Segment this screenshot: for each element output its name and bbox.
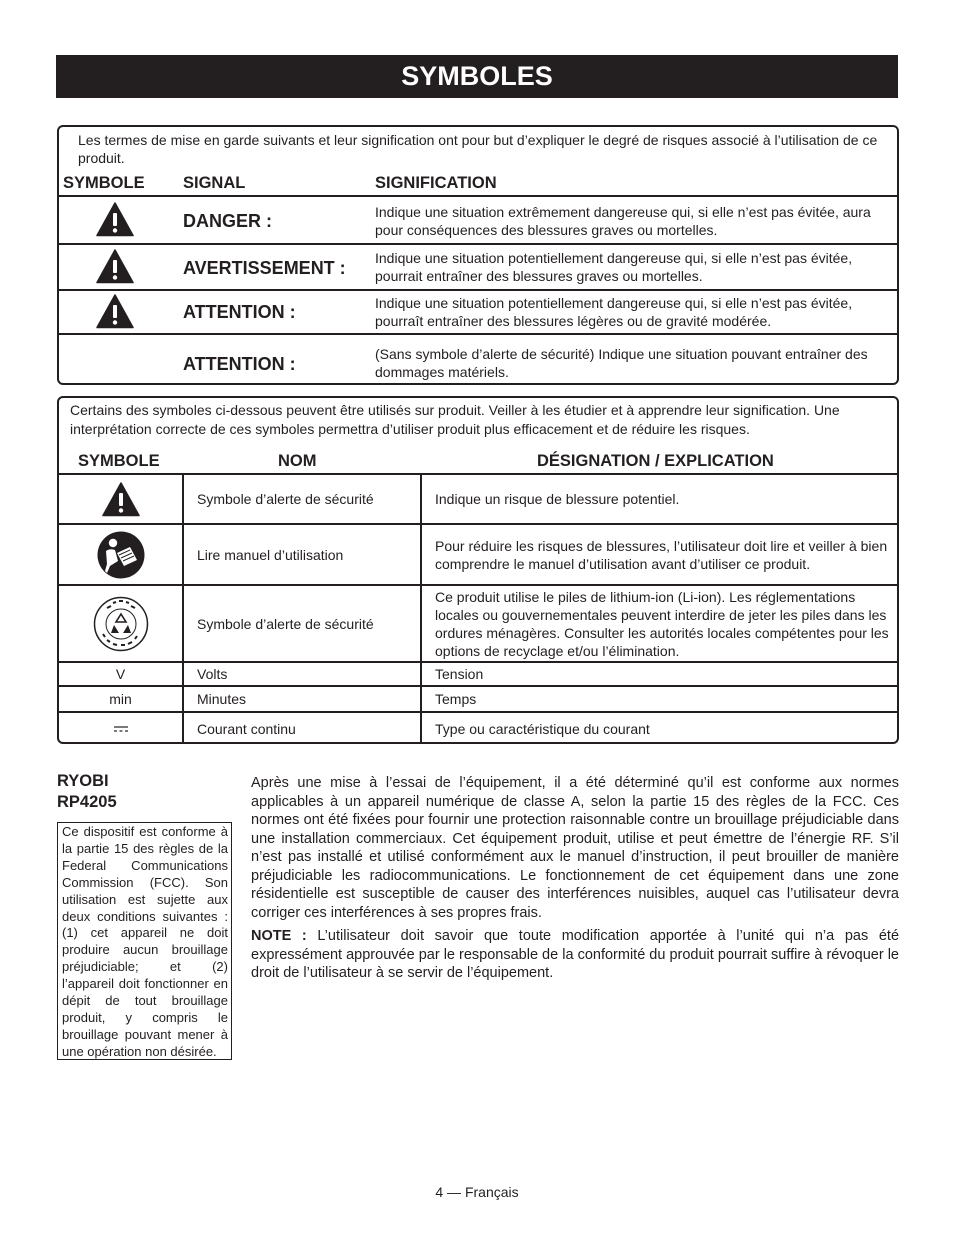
symbol-name: Symbole d’alerte de sécurité [197,491,374,507]
signal-words-table [57,125,899,385]
model-number: RP4205 [57,793,117,811]
note-text: L’utilisateur doit savoir que toute modification apportée à l’unité qui n’a pas été expressément approuvée par le responsable de la conformité du produit pourrait suffire à révoquer le droit de l’utilisateur à se servir de l’équipement. [251,928,900,981]
signal-row-attention [59,289,897,333]
signal-word: DANGER : [183,211,272,231]
signal-row-avertissement [59,243,897,289]
read-manual-icon [97,531,145,579]
signal-word: ATTENTION : [183,302,296,322]
symbol-designation: Indique un risque de blessure potentiel. [435,491,680,507]
rbrc-recycle-seal-icon [93,596,149,652]
symbol-text: min [109,691,132,707]
fcc-compliance-box [57,822,232,1060]
warning-triangle-icon [96,294,134,329]
signal-meaning: Indique une situation potentiellement dangereuse qui, si elle n’est pas évitée, pourrait entraîner des blessures graves ou mortelles. [375,250,853,284]
signal-word: ATTENTION : [183,354,296,374]
page-title: SYMBOLES [56,55,898,98]
signal-row-danger [59,195,897,243]
header-name: NOM [278,452,317,470]
symbol-text: V [115,666,126,682]
direct-current-icon [113,725,129,733]
symbol-designation: Pour réduire les risques de blessures, l’utilisateur doit lire et veiller à bien comprendre le manuel d’utilisation avant d’utiliser ce produit. [435,537,888,572]
symbol-designation: Tension [435,666,484,682]
symbol-row [59,473,897,523]
signal-meaning: Indique une situation extrêmement dangereuse qui, si elle n’est pas évitée, aura pour conséquences des blessures graves ou mortelles. [375,204,871,238]
symbol-row [59,685,897,711]
symbol-row [59,711,897,744]
fcc-statement [251,774,899,988]
signal-row-attention-no-symbol [59,333,897,385]
symbol-name: Minutes [197,691,247,707]
header-meaning: SIGNIFICATION [375,174,497,192]
fcc-box-text: Ce dispositif est conforme à la partie 15 des règles de la Federal Communications Commission (FCC). Son utilisation est sujette aux deux conditions suivantes : (1) cet appareil ne doit produire aucun brouillage préjudiciable; et (2) l’appareil doit fonctionner en dépit de tout brouillage produit, y compris le brouillage pouvant mener à une opération non désirée. [62,824,228,1059]
header-signal: SIGNAL [183,174,246,192]
warning-triangle-icon [96,202,134,237]
header-designation: DÉSIGNATION / EXPLICATION [537,452,774,470]
note-label: NOTE : [251,928,307,944]
warning-triangle-icon [102,482,140,517]
symbol-name: Volts [197,666,228,682]
symbols-table [57,396,899,744]
brand-name: RYOBI [57,772,109,790]
signal-table-intro: Les termes de mise en garde suivants et leur signification ont pour but d’expliquer le degré de risques associé à l’utilisation de ce produit. [78,132,878,166]
symbol-row [59,584,897,661]
signal-word: AVERTISSEMENT : [183,258,346,278]
symbol-designation: Temps [435,691,477,707]
fcc-paragraph: Après une mise à l’essai de l’équipement, il a été déterminé qu’il est conforme aux normes applicables à un appareil numérique de classe A, selon la partie 15 des règles de la FCC. Ces normes ont été fixées pour fournir une protection raisonnable contre un brouillage préjudiciable dans une installation commerciaux. Cet équipement produit, utilise et peut émettre de l’énergie RF. S’il n’est pas installé et utilisé conformément aux le manuel d’instruction, il peut brouiller de manière préjudiciable les radiocommunications. Le fonctionnement de cet équipement dans une zone résidentielle est susceptible de causer des interférences nuisibles, auquel cas l’utilisateur devra corriger ces interférences à ses propres frais. [251,775,899,921]
symbol-name: Lire manuel d’utilisation [197,546,344,563]
signal-meaning: Indique une situation potentiellement dangereuse qui, si elle n’est pas évitée, pourraît entraîner des blessures légères ou de gravité modérée. [375,295,853,329]
fcc-note [251,927,899,983]
header-symbol: SYMBOLE [78,452,160,470]
page-footer: 4 — Français [435,1184,519,1200]
symbol-name: Symbole d’alerte de sécurité [197,615,374,632]
symbol-row [59,523,897,584]
symbol-row [59,661,897,685]
symbol-name: Courant continu [197,720,296,737]
symbols-table-intro: Certains des symboles ci-dessous peuvent être utilisés sur produit. Veiller à les étudier et à apprendre leur signification. Une interprétation correcte de ces symboles permettra d’utiliser produit plus efficacement et de réduire les risques. [70,402,840,437]
signal-meaning: (Sans symbole d’alerte de sécurité) Indique une situation pouvant entraîner des dommages matériels. [375,346,868,380]
symbol-designation: Ce produit utilise le piles de lithium-ion (Li-ion). Les réglementations locales ou gouvernementales peuvent interdire de jeter les piles dans les ordures ménagères. Consulter les autorités locales compétentes pour les options de recyclage et/ou l’élimination. [435,588,889,659]
header-symbol: SYMBOLE [63,174,145,192]
symbol-designation: Type ou caractéristique du courant [435,720,650,737]
warning-triangle-icon [96,249,134,284]
fcc-product-heading [57,771,117,813]
